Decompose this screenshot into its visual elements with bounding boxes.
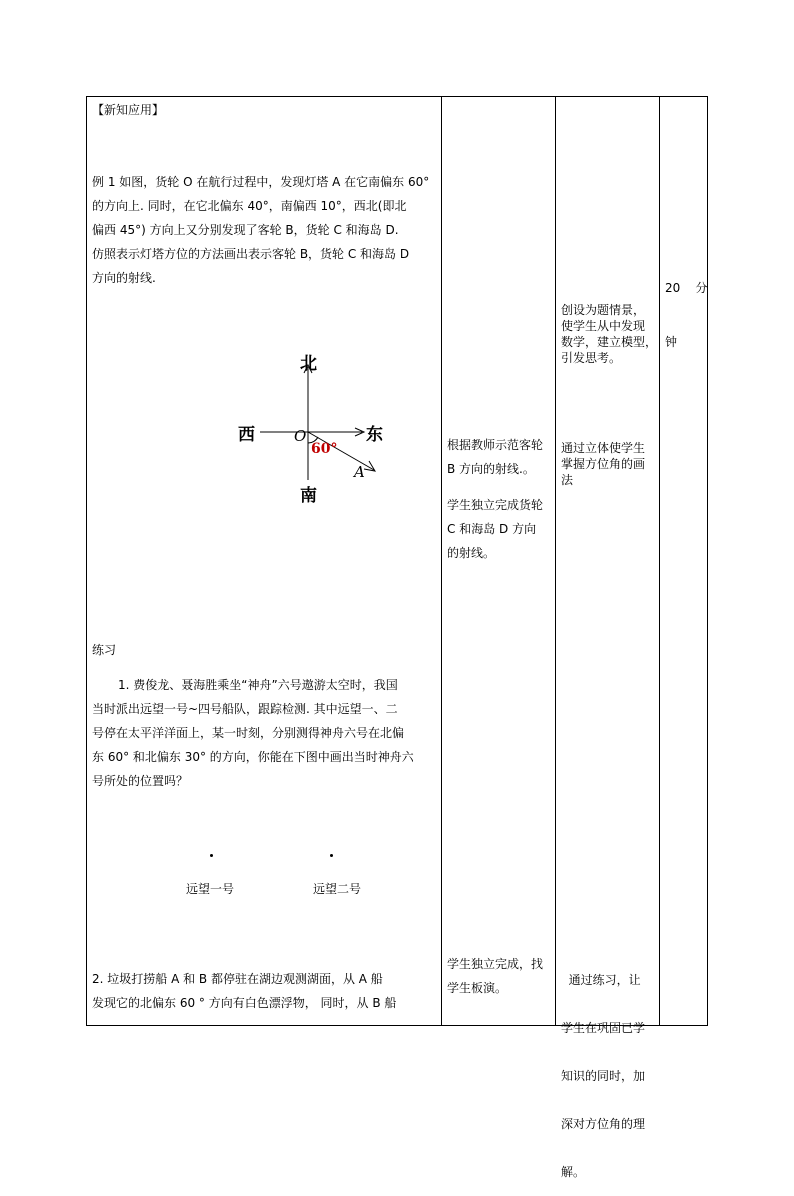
intent-line: 知识的同时，加 xyxy=(561,1069,646,1083)
example-line: 方向的射线. xyxy=(92,271,156,285)
intent-line: 通过立体使学生 xyxy=(561,441,646,455)
intent-line: 掌握方位角的画 xyxy=(561,457,646,471)
practice-title: 练习 xyxy=(92,643,117,657)
intent-3 xyxy=(561,940,659,1196)
time-line: 钟 xyxy=(665,335,678,349)
intent-line: 创设为题情景， xyxy=(561,303,646,317)
activity-line: C 和海岛 D 方向 xyxy=(447,522,537,536)
activity-1 xyxy=(447,433,553,481)
activity-line: 根据教师示范客轮 xyxy=(447,438,544,452)
question-line: 号停在太平洋洋面上，某一时刻，分别测得神舟六号在北偏 xyxy=(92,726,405,740)
time-line: 20 分 xyxy=(665,281,708,295)
example-line: 的方向上. 同时，在它北偏东 40°，南偏西 10°，西北(即北 xyxy=(92,199,407,213)
example-line: 偏西 45°) 方向上又分别发现了客轮 B，货轮 C 和海岛 D. xyxy=(92,223,399,237)
question-line: 2. 垃圾打捞船 A 和 B 都停驻在湖边观测湖面，从 A 船 xyxy=(92,972,383,986)
example-1-text xyxy=(92,170,438,290)
intent-line: 学生在巩固已学 xyxy=(561,1021,646,1035)
question-line: 当时派出远望一号~四号船队，跟踪检测. 其中远望一、二 xyxy=(92,702,398,716)
column-divider xyxy=(555,97,556,1025)
east-label: 东 xyxy=(366,425,383,445)
intent-2 xyxy=(561,440,659,488)
activity-2 xyxy=(447,493,553,565)
intent-line: 法 xyxy=(561,473,574,487)
intent-line: 引发思考。 xyxy=(561,351,622,365)
activity-line: 学生独立完成货轮 xyxy=(447,498,544,512)
activity-line: 学生板演。 xyxy=(447,981,508,995)
activity-line: 学生独立完成，找 xyxy=(447,957,544,971)
example-line: 仿照表示灯塔方位的方法画出表示客轮 B，货轮 C 和海岛 D xyxy=(92,247,410,261)
question-1-text xyxy=(92,673,438,793)
activity-line: 的射线。 xyxy=(447,546,496,560)
compass-diagram xyxy=(230,345,400,505)
section-title: 【新知应用】 xyxy=(92,103,165,117)
intent-line: 通过练习，让 xyxy=(561,973,641,987)
ship-2-point xyxy=(330,854,333,857)
intent-line: 使学生从中发现 xyxy=(561,319,646,333)
angle-label: 60° xyxy=(311,441,338,457)
activity-3 xyxy=(447,952,553,1000)
ship-2-label: 远望二号 xyxy=(313,882,362,896)
origin-label: O xyxy=(294,427,307,445)
question-line: 号所处的位置吗？ xyxy=(92,774,189,788)
south-label: 南 xyxy=(300,486,317,506)
intent-1 xyxy=(561,302,659,366)
column-divider xyxy=(659,97,660,1025)
column-divider xyxy=(441,97,442,1025)
north-label: 北 xyxy=(300,354,317,374)
question-line: 1. 费俊龙、聂海胜乘坐“神舟”六号遨游太空时，我国 xyxy=(118,678,398,692)
intent-line: 数学，建立模型， xyxy=(561,335,658,349)
time-allocation xyxy=(665,243,707,369)
activity-line: B 方向的射线.。 xyxy=(447,462,535,476)
point-a-label: A xyxy=(354,463,365,481)
intent-line: 解。 xyxy=(561,1165,586,1179)
intent-line: 深对方位角的理 xyxy=(561,1117,646,1131)
question-2-text xyxy=(92,967,438,1015)
question-line: 发现它的北偏东 60 ° 方向有白色漂浮物， 同时，从 B 船 xyxy=(92,996,397,1010)
ship-1-point xyxy=(210,854,213,857)
question-line: 东 60° 和北偏东 30° 的方向，你能在下图中画出当时神舟六 xyxy=(92,750,414,764)
west-label: 西 xyxy=(238,425,255,445)
ship-1-label: 远望一号 xyxy=(186,882,235,896)
example-line: 例 1 如图，货轮 O 在航行过程中，发现灯塔 A 在它南偏东 60° xyxy=(92,175,430,189)
